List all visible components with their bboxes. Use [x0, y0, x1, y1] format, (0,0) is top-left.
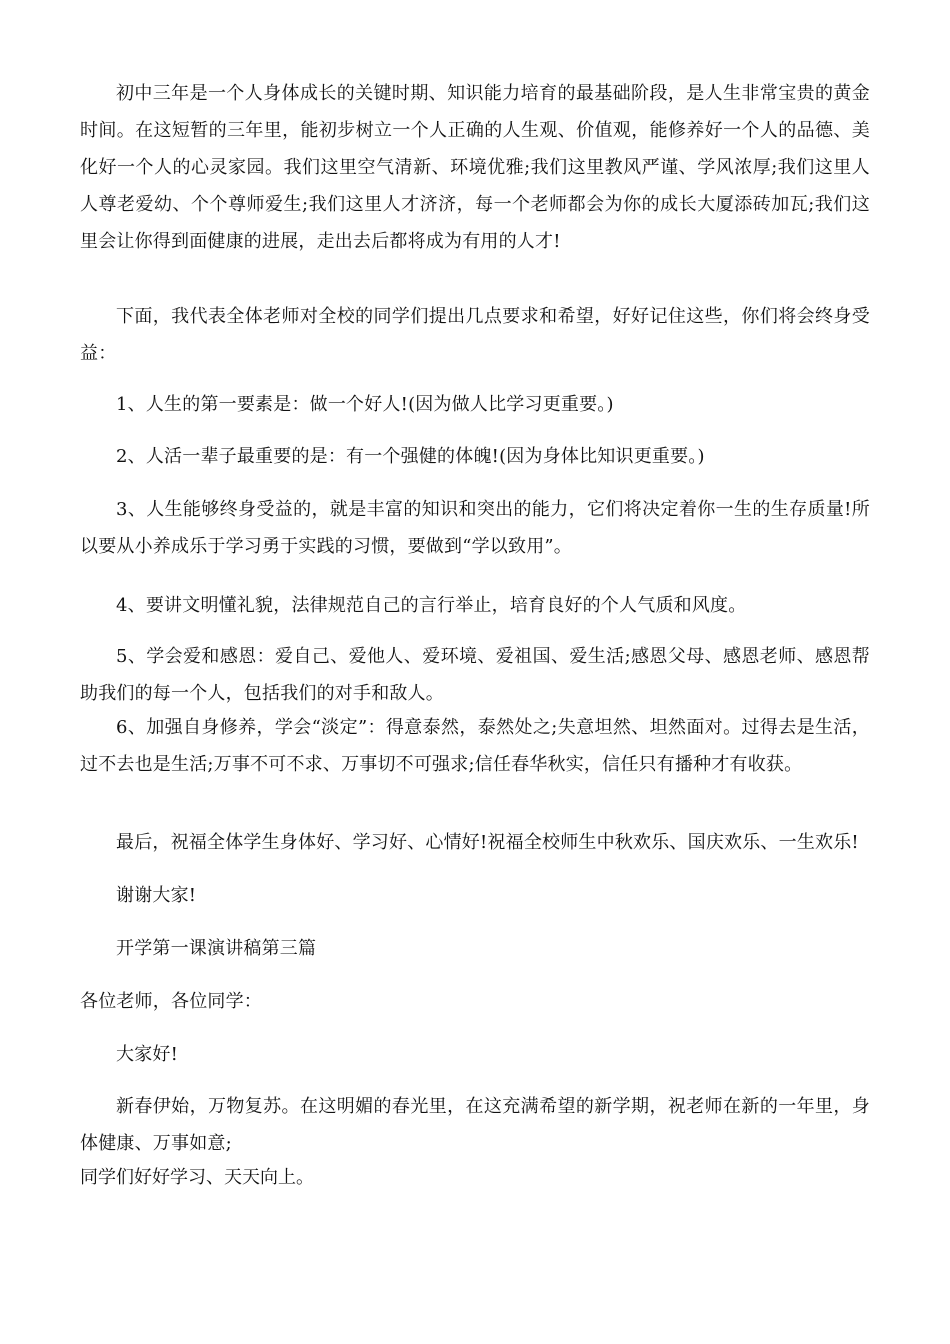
section-title: 开学第一课演讲稿第三篇 [116, 938, 317, 959]
paragraph-item-6: 6、加强自身修养，学会“淡定”：得意泰然，泰然处之;失意坦然、坦然面对。过得去是生活，过不去也是生活;万事不可不求、万事切不可强求;信任春华秋实，信任只有播种才有收获。 [80, 717, 870, 775]
paragraph-item-2: 2、人活一辈子最重要的是：有一个强健的体魄!(因为身体比知识更重要。) [116, 446, 705, 467]
paragraph-item-3: 3、人生能够终身受益的，就是丰富的知识和突出的能力，它们将决定着你一生的生存质量!所以要从小养成乐于学习勇于实践的习惯，要做到“学以致用”。 [80, 499, 870, 557]
greeting: 大家好! [116, 1044, 179, 1065]
paragraph-requirements-intro: 下面，我代表全体老师对全校的同学们提出几点要求和希望，好好记住这些，你们将会终身受益： [80, 306, 870, 364]
paragraph-new-spring: 新春伊始，万物复苏。在这明媚的春光里，在这充满希望的新学期，祝老师在新的一年里，身体健康、万事如意; [80, 1096, 870, 1154]
paragraph-closing-wishes: 最后，祝福全体学生身体好、学习好、心情好!祝福全校师生中秋欢乐、国庆欢乐、一生欢乐! [116, 832, 859, 853]
paragraph-students-wish: 同学们好好学习、天天向上。 [80, 1167, 314, 1188]
paragraph-thanks: 谢谢大家! [116, 885, 197, 906]
paragraph-item-5: 5、学会爱和感恩：爱自己、爱他人、爱环境、爱祖国、爱生活;感恩父母、感恩老师、感恩帮助我们的每一个人，包括我们的对手和敌人。 [80, 646, 870, 704]
paragraph-item-4: 4、要讲文明懂礼貌，法律规范自己的言行举止，培育良好的个人气质和风度。 [116, 595, 747, 616]
paragraph-item-1: 1、人生的第一要素是：做一个好人!(因为做人比学习更重要。) [116, 394, 614, 415]
salutation: 各位老师，各位同学： [80, 991, 262, 1012]
paragraph-intro: 初中三年是一个人身体成长的关键时期、知识能力培育的最基础阶段，是人生非常宝贵的黄金时间。在这短暂的三年里，能初步树立一个人正确的人生观、价值观，能修养好一个人的品德、美化好一个人的心灵家园。我们这里空气清新、环境优雅;我们这里教风严谨、学风浓厚;我们这里人人尊老爱幼、个个尊师爱生;我们这里人才济济，每一个老师都会为你的成长大厦添砖加瓦;我们这里会让你得到面健康的进展，走出去后都将成为有用的人才! [80, 83, 870, 252]
document-page [80, 0, 870, 1344]
